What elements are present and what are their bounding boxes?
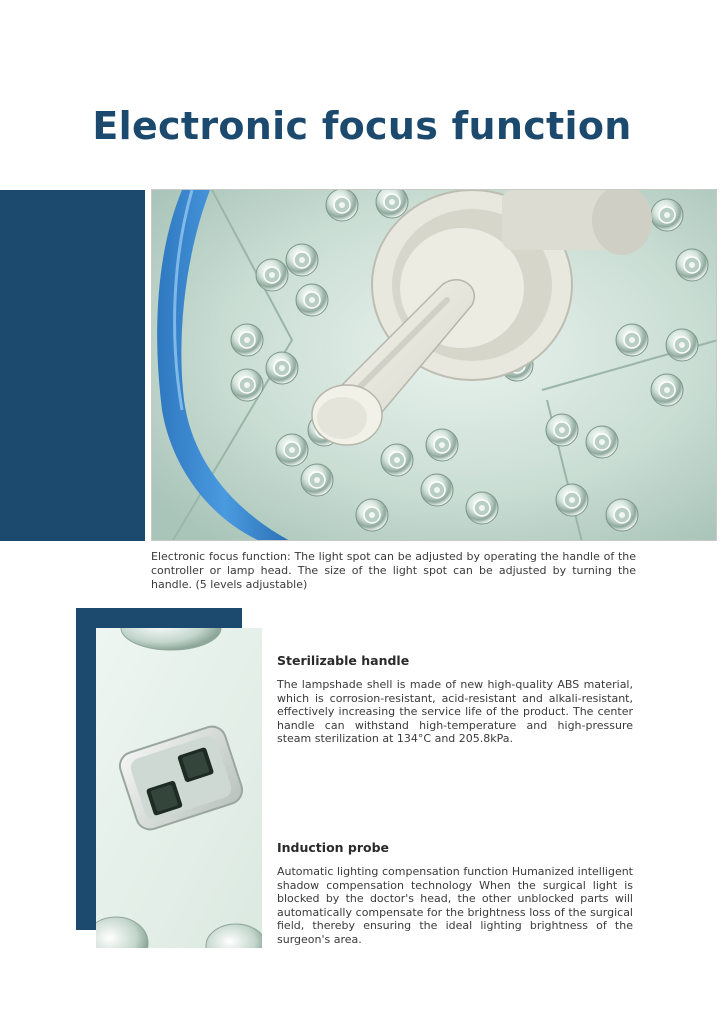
accent-block-top — [0, 190, 145, 541]
lamp-head-photo — [151, 189, 717, 541]
section-heading-induction-probe: Induction probe — [277, 840, 390, 855]
page-title: Electronic focus function — [92, 104, 632, 148]
hero-caption: Electronic focus function: The light spot can be adjusted by operating the handle of the controller or lamp head. The size of the light spot can be adjusted by turning the handle. (5 levels adjustable) — [151, 550, 636, 591]
section-body-sterilizable-handle: The lampshade shell is made of new high-quality ABS material, which is corrosion-resistant, acid-resistant and alkali-resistant, effectively increasing the service life of the product. The center handle can withstand high-temperature and high-pressure steam sterilization at 134°C and 205.8kPa. — [277, 678, 633, 746]
induction-probe-photo — [96, 628, 262, 948]
section-body-induction-probe: Automatic lighting compensation function Humanized intelligent shadow compensation technology When the surgical light is blocked by the doctor's head, the other unblocked parts will automatically compensate for the brightness loss of the surgical field, thereby ensuring the ideal lighting brightness of the surgeon's area. — [277, 865, 633, 946]
section-heading-sterilizable-handle: Sterilizable handle — [277, 653, 410, 668]
